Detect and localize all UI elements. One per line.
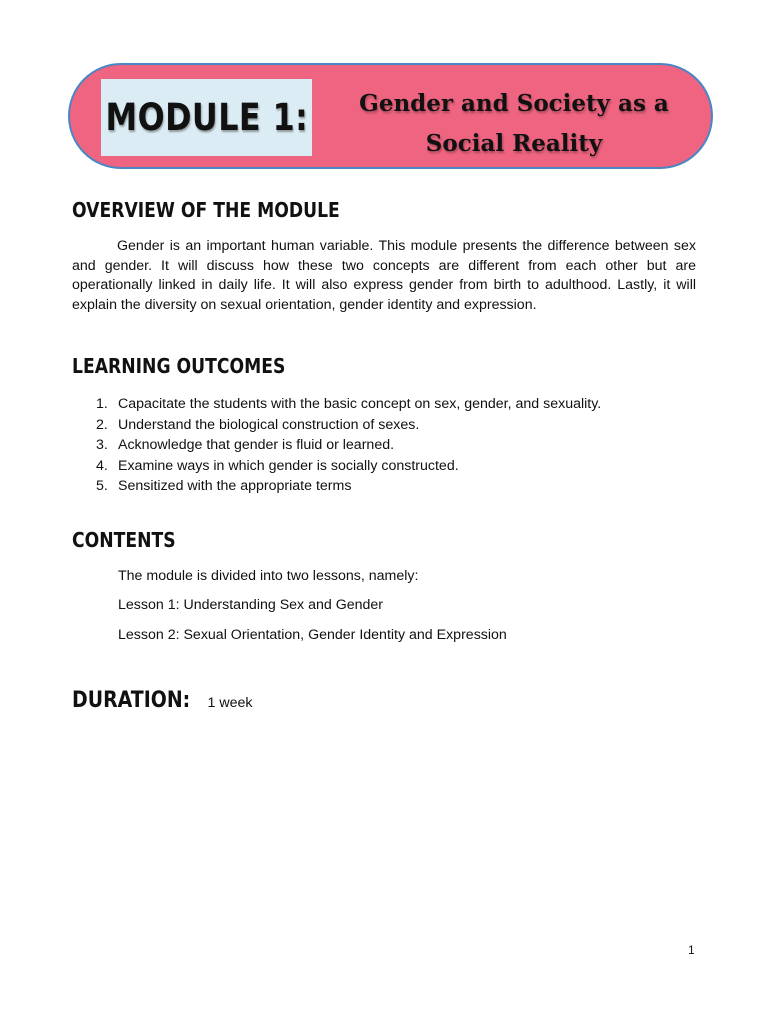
list-text: Capacitate the students with the basic concept on sex, gender, and sexuality. [118,396,602,412]
lesson-1-line: Lesson 1: Understanding Sex and Gender [118,597,384,613]
module-label-box [101,79,312,156]
contents-intro: The module is divided into two lessons, namely: [118,568,419,584]
learning-outcomes-heading: LEARNING OUTCOMES [72,354,286,378]
list-text: Examine ways in which gender is socially constructed. [118,457,459,474]
list-item [96,394,601,415]
overview-paragraph: Gender is an important human variable. This module presents the difference between sex and gender. It will discuss how these two concepts are different from each other but are operationally linked in daily life. It will also express gender from birth to adulthood. Lastly, it will explain the diversity on sexual orientation, gender identity and expression. [72,238,696,313]
module-title-line-1: Gender and Society as a [359,90,669,117]
list-number: 2. [96,416,108,433]
duration-label: DURATION: [72,688,191,713]
list-number: 5. [96,478,108,494]
list-item [96,456,601,477]
contents-heading: CONTENTS [72,528,176,552]
duration-value: 1 week [207,695,253,711]
list-text: Understand the biological construction of sexes. [118,416,420,433]
module-title-line-2: Social Reality [425,130,603,157]
module-title [316,84,712,164]
list-number: 1. [96,396,108,412]
overview-heading: OVERVIEW OF THE MODULE [72,198,340,222]
module-label: MODULE 1: [105,96,308,139]
page-number: 1 [688,943,695,957]
list-number: 4. [96,457,108,474]
list-item [96,476,601,497]
list-text: Acknowledge that gender is fluid or learned. [118,437,395,453]
list-item [96,435,601,456]
list-item [96,415,601,436]
list-text: Sensitized with the appropriate terms [118,478,352,494]
duration-row [72,688,252,713]
learning-outcomes-list [96,394,601,497]
lesson-2-line: Lesson 2: Sexual Orientation, Gender Identity and Expression [118,627,507,643]
list-number: 3. [96,437,108,453]
